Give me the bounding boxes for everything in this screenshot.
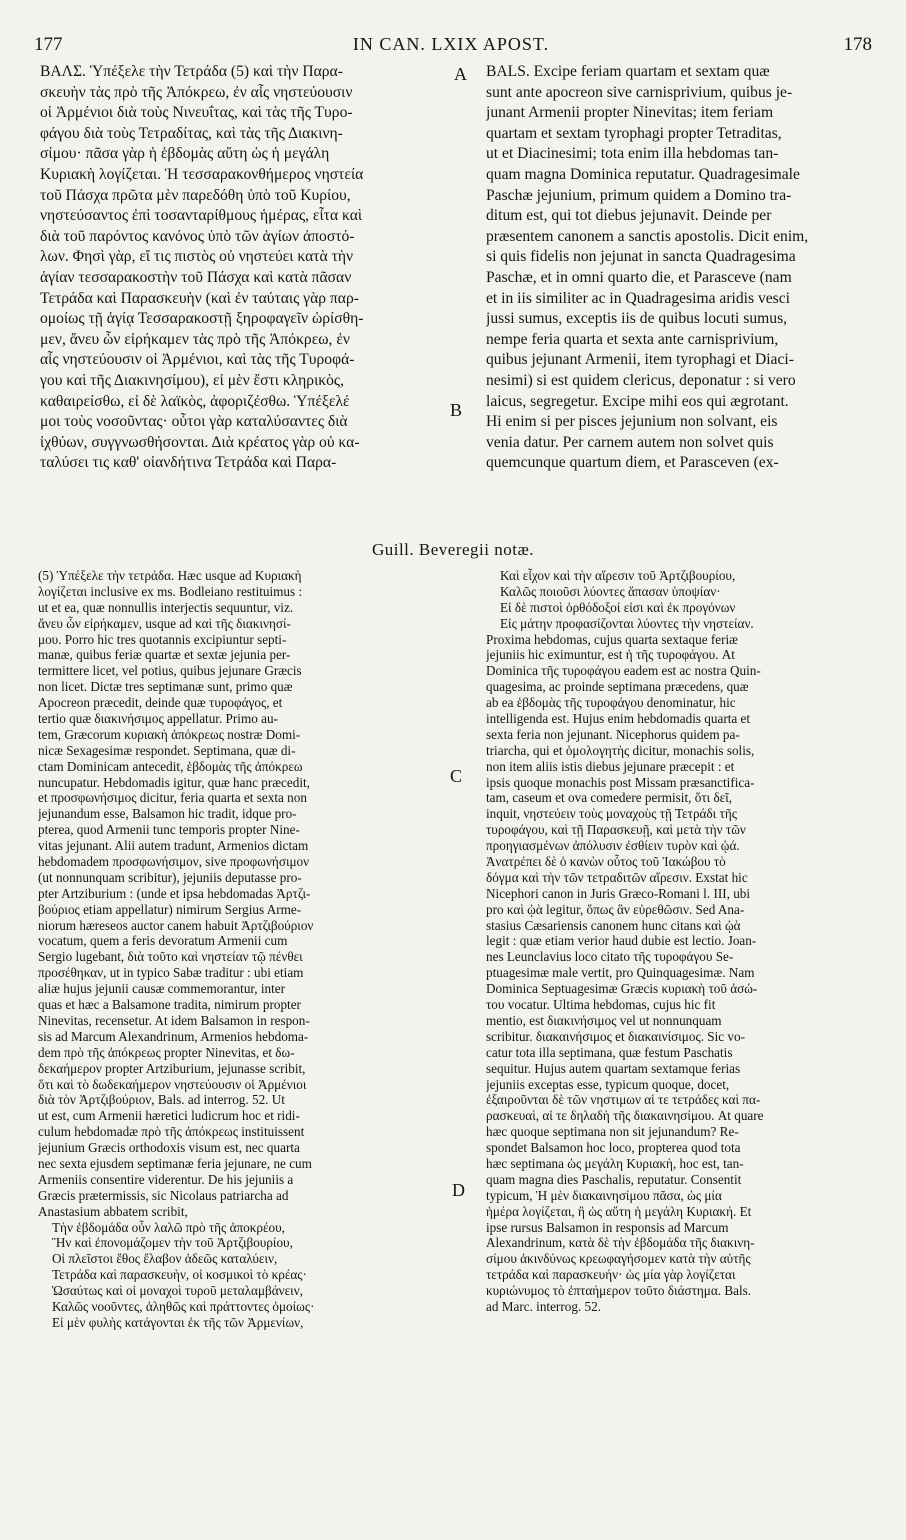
note-line: Græcis prætermissis, sic Nicolaus patriarcha ad — [38, 1187, 289, 1203]
note-line: Sergio lugebant, διὰ τοῦτο καὶ νηστείαν τῷ πένθει — [38, 949, 303, 965]
note-line: τυροφάγου, καὶ τῇ Παρασκευῇ, καὶ μετὰ τὴν τῶν — [486, 822, 746, 838]
greek-text-line: μοι τοὺς νοσοῦντας· οὗτοι γὰρ καταλύσαντες διὰ — [40, 413, 348, 431]
latin-text-line: præsentem canonem a sanctis apostolis. Dicit enim, — [486, 227, 809, 245]
latin-text-line: nesimi) si est quidem clericus, deponatur : si vero — [486, 371, 796, 389]
note-line: ὅτι καὶ τὸ δωδεκαήμερον νηστεύουσιν οἱ Ἀρμένιοι — [38, 1076, 307, 1092]
note-line: (5) Ὑπέξελε τὴν τετράδα. Hæc usque ad Κυριακὴ — [38, 568, 302, 583]
note-line: quam magna dies Paschalis, reputatur. Consentit — [486, 1171, 742, 1187]
note-line: του vocatur. Ultima hebdomas, cujus hic fit — [486, 997, 716, 1013]
page-header — [30, 34, 872, 62]
latin-text-line: ditum est, qui tot diebus jejunavit. Deinde per — [486, 207, 772, 225]
note-line: ipsis quoque monachis post Missam præsanctifica- — [486, 774, 755, 790]
note-line: mentio, est διακινήσιμος vel ut nonnunquam — [486, 1012, 722, 1028]
note-line: jejunium Græcis orthodoxis visum est, nec quarta — [38, 1140, 300, 1156]
latin-text-line: Paschæ, et in omni quarto die, et Parasceve (nam — [486, 268, 792, 286]
latin-text-line: laicus, segregetur. Excipe mihi eos qui ægrotant. — [486, 392, 789, 410]
note-line: non licet. Dictæ tres septimanæ sunt, primo quæ — [38, 679, 293, 695]
note-line: nicæ Sexagesimæ respondet. Septimana, quæ di- — [38, 742, 296, 758]
note-line: tem, Græcorum κυριακὴ ἀπόκρεως nostræ Domi- — [38, 726, 301, 742]
notes-heading: Guill. Beveregii notæ. — [371, 540, 535, 559]
note-line: aliæ hujus jejunii causæ commemorantur, inter — [38, 981, 286, 997]
greek-text-line: ομοίως τῇ ἁγίᾳ Τεσσαρακοστῇ ξηροφαγεῖν ὡρίσθη- — [40, 310, 364, 328]
greek-text-line: ἁγίαν τεσσαρακοστὴν τοῦ Πάσχα καὶ κατὰ πᾶσαν — [40, 268, 352, 286]
note-line: ἡμέρα λογίζεται, ἢ ὡς αὕτη ἡ μεγάλη Κυριακή. Et — [486, 1203, 752, 1219]
note-line: catur tota illa septimana, quæ festum Paschatis — [486, 1044, 733, 1060]
note-line: Apocreon præcedit, deinde quæ τυροφάγος, et — [38, 695, 283, 711]
latin-text-line: quemcunque quartum diem, et Parasceven (ex- — [486, 454, 779, 472]
greek-text-line: καθαιρείσθω, εἰ δὲ λαϊκὸς, ἀφοριζέσθω. Ὑπέξελέ — [40, 392, 350, 410]
page-number-right: 178 — [843, 34, 872, 55]
note-line: λογίζεται inclusive ex ms. Bodleiano restituimus : — [38, 583, 303, 599]
note-line: κυριώνυμος τὸ ἐπταήμερον τοῦτο διάστημα. Bals. — [486, 1283, 752, 1299]
note-line: ut est, cum Armenii hæretici ludicrum hoc et ridi- — [38, 1108, 300, 1124]
latin-text-line: et in iis similiter ac in Quadragesima aridis vesci — [486, 289, 790, 307]
note-line: ad Marc. interrog. 52. — [486, 1298, 601, 1314]
note-line: δεκαήμερον propter Artziburium, jejunasse scribit, — [38, 1060, 306, 1076]
greek-text-line: ἰχθύων, συγγνωσθήσονται. Διὰ κρέατος γὰρ οὐ κα- — [40, 433, 360, 451]
note-line: vitas jejunant. Alii autem tradunt, Armenios dictam — [38, 838, 309, 854]
note-line: βούριος etiam appellatur) nimirum Sergius Arme- — [38, 901, 302, 917]
note-line: hæc septimana ὡς μεγάλη Κυριακὴ, hoc est, tan- — [486, 1155, 744, 1171]
greek-text-line: Κυριακὴ λογίζεται. Ἡ τεσσαρακονθήμερος νηστεία — [40, 165, 364, 183]
poem-line: Καὶ εἶχον καὶ τὴν αἵρεσιν τοῦ Ἀρτζιβουρίου, — [500, 568, 736, 583]
poem-line: Εἰ μὲν φυλὴς κατάγονται ἐκ τῆς τῶν Ἀρμενίων, — [52, 1314, 304, 1330]
poem-line: Τετράδα καὶ παρασκευὴν, οἱ κοσμικοὶ τὸ κρέας· — [52, 1267, 307, 1283]
note-line: τετράδα καὶ παρασκευήν· ὡς μία γὰρ λογίζεται — [486, 1267, 736, 1283]
section-marker-b: B — [450, 400, 463, 420]
note-line: jejuniis exceptas esse, typicum quoque, docet, — [486, 1076, 730, 1092]
note-line: pter Artziburium : (unde et ipsa hebdomadas Ἀρτζι- — [38, 885, 311, 901]
note-line: μου. Porro hic tres quotannis excipiuntur septi- — [38, 631, 287, 647]
section-marker-a: A — [454, 64, 467, 84]
note-line: termittere licet, vel potius, quibus jejunare Græcis — [38, 663, 302, 679]
greek-text-line: Τετράδα καὶ Παρασκευὴν (καὶ ἐν ταύταις γὰρ παρ- — [40, 289, 359, 307]
latin-text-line: si quis fidelis non jejunat in sancta Quadragesima — [486, 248, 796, 266]
greek-text-line: φάγου διὰ τοὺς Τετραδίτας, καὶ τὰς τῆς Διακινη- — [40, 124, 343, 142]
note-line: sequitur. Hujus autem quartam sextamque ferias — [486, 1060, 741, 1076]
note-line: Nicephori canon in Juris Græco-Romani l. III, ubi — [486, 885, 751, 901]
note-line: Dominica τῆς τυροφάγου eadem est ac nostra Quin- — [486, 663, 761, 679]
note-line: Dominica Septuagesimæ Græcis κυριακὴ τοῦ ἀσώ- — [486, 981, 758, 997]
latin-text-line: Paschæ jejunium, primum quidem a Domino tra- — [486, 186, 792, 204]
note-line: jejunandum esse, Balsamon hic tradit, idque pro- — [38, 806, 297, 822]
greek-text-line: ΒΑΛΣ. Ὑπέξελε τὴν Τετράδα (5) καὶ τὴν Παρα- — [40, 63, 343, 80]
poem-line: Οἱ πλεῖστοι ἔθος ἔλαβον ἀδεῶς καταλύειν, — [52, 1251, 278, 1267]
greek-text-line: αἷς νηστεύουσιν οἱ Ἀρμένιοι, καὶ τὰς τῆς Τυροφά- — [40, 351, 355, 369]
note-line: ipse rursus Balsamon in responsis ad Marcum — [486, 1219, 729, 1235]
poem-line: Καλῶς νοοῦντες, ἀληθῶς καὶ πράττοντες ὁμοίως· — [52, 1298, 315, 1314]
notes-right-column — [486, 568, 884, 1315]
note-line: pro καὶ ᾠὰ legitur, ὅπως ἂν εὑρεθῶσιν. Sed Ana- — [486, 901, 745, 917]
note-line: Proxima hebdomas, cujus quarta sextaque feriæ — [486, 631, 738, 647]
greek-text-line: τοῦ Πάσχα πρῶτα μὲν παρεδόθη ὑπὸ τοῦ Κυρίου, — [40, 186, 351, 204]
note-line: jejuniis hic eximuntur, est ἡ τῆς τυροφάγου. At — [486, 647, 735, 663]
note-line: Armeniis consentire viderentur. De his jejuniis a — [38, 1171, 294, 1187]
latin-text-column — [486, 62, 876, 474]
note-line: προσέθηκαν, ut in typico Sabæ traditur : ubi etiam — [38, 965, 304, 981]
note-line: niorum hæreseos auctor canem habuit Ἀρτζιβούριον — [38, 917, 314, 933]
greek-text-column — [40, 62, 463, 474]
note-line: non item aliis istis diebus jejunare præcepit : et — [486, 758, 735, 774]
poem-line: Ὡσαύτως καὶ οἱ μοναχοὶ τυροῦ μεταλαμβάνειν, — [52, 1283, 303, 1299]
note-line: ut et ea, quæ nonnullis interjectis sequuntur, viz. — [38, 599, 294, 615]
running-title: IN CAN. LXIX APOST. — [352, 34, 550, 54]
note-line: ἐξαιροῦνται δὲ τῶν νηστιμων αἱ τε τετράδες καὶ πα- — [486, 1092, 761, 1108]
note-line: διὰ τὸν Ἀρτζιβούριον, Bals. ad interrog. 52. Ut — [38, 1092, 285, 1108]
note-line: Alexandrinum, κατὰ δὲ τὴν ἑβδομάδα τῆς διακινη- — [486, 1235, 755, 1251]
latin-text-line: sunt ante apocreon sive carnisprivium, quibus je- — [486, 83, 793, 101]
latin-text-line: venia datur. Per carnem autem non solvet quis — [486, 433, 774, 451]
latin-text-line: BALS. Excipe feriam quartam et sextam quæ — [486, 63, 770, 80]
greek-text-line: διὰ τοῦ παρόντος κανόνος ὑπὸ τῶν ἁγίων ἀποστό- — [40, 227, 355, 245]
latin-text-line: Hi enim si per pisces jejunium non solvant, eis — [486, 413, 778, 431]
latin-text-line: quam magna Dominica reputatur. Quadragesimale — [486, 165, 800, 183]
note-line: inquit, νηστεύειν τοὺς μοναχοὺς τῇ Τετράδι τῆς — [486, 806, 737, 822]
note-line: σίμου ἀκινδύνως κρεωφαγήσομεν κατὰ τὴν αὐτῆς — [486, 1251, 751, 1267]
greek-text-line: λων. Φησὶ γὰρ, εἴ τις πιστὸς οὐ νηστεύει κατὰ τὴν — [40, 248, 354, 266]
notes-left-column — [38, 568, 462, 1331]
note-line: pterea, quod Armenii tunc temporis propter Nine- — [38, 822, 300, 838]
note-line: stasius Cæsariensis canonem hunc citans καὶ ᾠὰ — [486, 917, 741, 933]
note-line: vocatum, quem a feris devoratum Armenii cum — [38, 933, 288, 949]
section-marker-c: C — [450, 766, 463, 786]
note-line: Ἀνατρέπει δὲ ὁ κανὼν οὗτος τοῦ Ἰακώβου τὸ — [486, 854, 726, 870]
latin-text-line: quartam et sextam tyrophagi propter Tetraditas, — [486, 124, 782, 142]
note-line: Ninevitas, recensetur. At idem Balsamon in respon- — [38, 1012, 310, 1028]
note-line: nes Leunclavius loco citato τῆς τυροφάγου Se- — [486, 949, 734, 965]
greek-text-line: ταλύσει τις καθ' οἱανδήτινα Τετράδα καὶ Παρα- — [40, 454, 337, 472]
greek-text-line: σίμου· πᾶσα γὰρ ἡ ἑβδομὰς αὕτη ὡς ἡ μεγάλη — [40, 145, 330, 163]
note-line: tertio quæ διακινήσιμος appellatur. Primo au- — [38, 711, 278, 727]
note-line: ἄνευ ὧν εἰρήκαμεν, usque ad καὶ τῆς διακινησί- — [38, 615, 291, 631]
note-line: quas et hæc a Balsamone tradita, nimirum propter — [38, 997, 301, 1013]
latin-text-line: junant Armenii propter Ninevitas; item feriam — [486, 104, 774, 122]
note-line: ptuagesimæ male vertit, pro Quinquagesimæ. Nam — [486, 965, 755, 981]
poem-line: Εἰς μάτην προφασίζονται λύοντες τὴν νηστείαν. — [500, 615, 754, 631]
note-line: typicum, Ἡ μὲν διακαινησίμου πᾶσα, ὡς μία — [486, 1187, 722, 1203]
note-line: (ut nonnunquam scribitur), jejuniis deputasse pro- — [38, 869, 302, 885]
latin-text-line: quibus jejunant Armenii, item tyrophagi et Diaci- — [486, 351, 794, 369]
note-line: sis ad Marcum Alexandrinum, Armenios hebdoma- — [38, 1028, 309, 1044]
note-line: hæc quoque septimana non sit jejunandum? Re- — [486, 1124, 739, 1140]
greek-text-line: σκευὴν τὰς πρὸ τῆς Ἀπόκρεω, ἐν αἷς νηστεύουσιν — [40, 83, 353, 101]
poem-line: Εἰ δὲ πιστοὶ ὀρθόδοξοί εἰσι καὶ ἐκ προγόνων — [500, 599, 736, 615]
note-line: προηγιασμένων ἀπόλυσιν ἐσθίειν τυρὸν καὶ ᾠά. — [486, 838, 740, 854]
section-marker-d: D — [452, 1180, 465, 1200]
note-line: Anastasium abbatem scribit, — [38, 1203, 188, 1219]
poem-line: Καλῶς ποιοῦσι λύοντες ἅπασαν ὑποψίαν· — [500, 583, 721, 599]
page-number-left: 177 — [34, 34, 63, 55]
note-line: et προσφωνήσιμος dicitur, feria quarta et sexta non — [38, 790, 307, 806]
note-line: ab ea ἑβδομὰς τῆς τυροφάγου denominatur, hic — [486, 695, 736, 711]
note-line: intelligenda est. Hujus enim hebdomadis quarta et — [486, 711, 751, 727]
greek-text-line: νηστεύσαντος ἐπὶ τοσανταρίθμους ἡμέρας, εἶτα καὶ — [40, 207, 363, 225]
note-line: δόγμα καὶ τὴν τῶν τετραδιτῶν αἵρεσιν. Exstat hic — [486, 869, 748, 885]
greek-text-line: μεν, ἄνευ ὧν εἰρήκαμεν τὰς πρὸ τῆς Ἀπόκρεω, ἐν — [40, 330, 350, 348]
latin-text-line: jussi sumus, exceptis iis de quibus locuti sumus, — [486, 310, 788, 328]
latin-text-line: nempe feria quarta et sexta ante carnisprivium, — [486, 330, 779, 348]
note-line: triarcha, qui et ὁμολογητὴς dicitur, monachis solis, — [486, 742, 755, 758]
note-line: ctam Dominicam antecedit, ἑβδομὰς τῆς ἀπόκρεω — [38, 758, 303, 774]
note-line: ρασκευαὶ, αἱ τε δηλαδὴ τῆς διακαινησίμου. At quare — [486, 1108, 764, 1124]
note-line: nuncupatur. Hebdomadis igitur, quæ hanc præcedit, — [38, 774, 310, 790]
note-line: tam, caseum et ova comedere permisit, ὅτι δεῖ, — [486, 790, 733, 806]
poem-line: Ἣν καὶ ἐπονομάζομεν τὴν τοῦ Ἀρτζιβουρίου, — [52, 1235, 293, 1251]
latin-text-line: ut et Diacinesimi; tota enim illa hebdomas tan- — [486, 145, 779, 163]
note-line: dem πρὸ τῆς ἀπόκρεως propter Ninevitas, et δω- — [38, 1044, 295, 1060]
note-line: culum hebdomadæ πρὸ τῆς ἀπόκρεως instituissent — [38, 1124, 305, 1140]
greek-text-line: οἱ Ἀρμένιοι διὰ τοὺς Νινευΐτας, καὶ τὰς τῆς Τυρο- — [40, 104, 353, 122]
note-line: manæ, quibus feriæ quartæ et sextæ jejunia per- — [38, 647, 291, 663]
note-line: nec sexta ejusdem septimanæ feria jejunare, ne cum — [38, 1155, 312, 1171]
note-line: legit : quæ etiam verior haud dubie est lectio. Joan- — [486, 933, 757, 949]
note-line: spondet Balsamon hoc loco, propterea quod tota — [486, 1140, 741, 1156]
greek-text-line: γου καὶ τῆς Διακινησίμου), εἰ μὲν ἔστι κληρικὸς, — [40, 371, 345, 389]
note-line: quagesima, ac proinde septimana præcedens, quæ — [486, 679, 749, 695]
note-line: hebdomadem προσφωνήσιμον, sive προφωνήσιμον — [38, 854, 310, 870]
note-line: scribitur. διακαινήσιμος et διακαινίσιμος. Sic vo- — [486, 1028, 746, 1044]
poem-line: Τὴν ἑβδομάδα οὖν λαλῶ πρὸ τῆς ἀποκρέου, — [52, 1219, 285, 1235]
note-line: sexta feria non jejunant. Nicephorus quidem pa- — [486, 726, 740, 742]
